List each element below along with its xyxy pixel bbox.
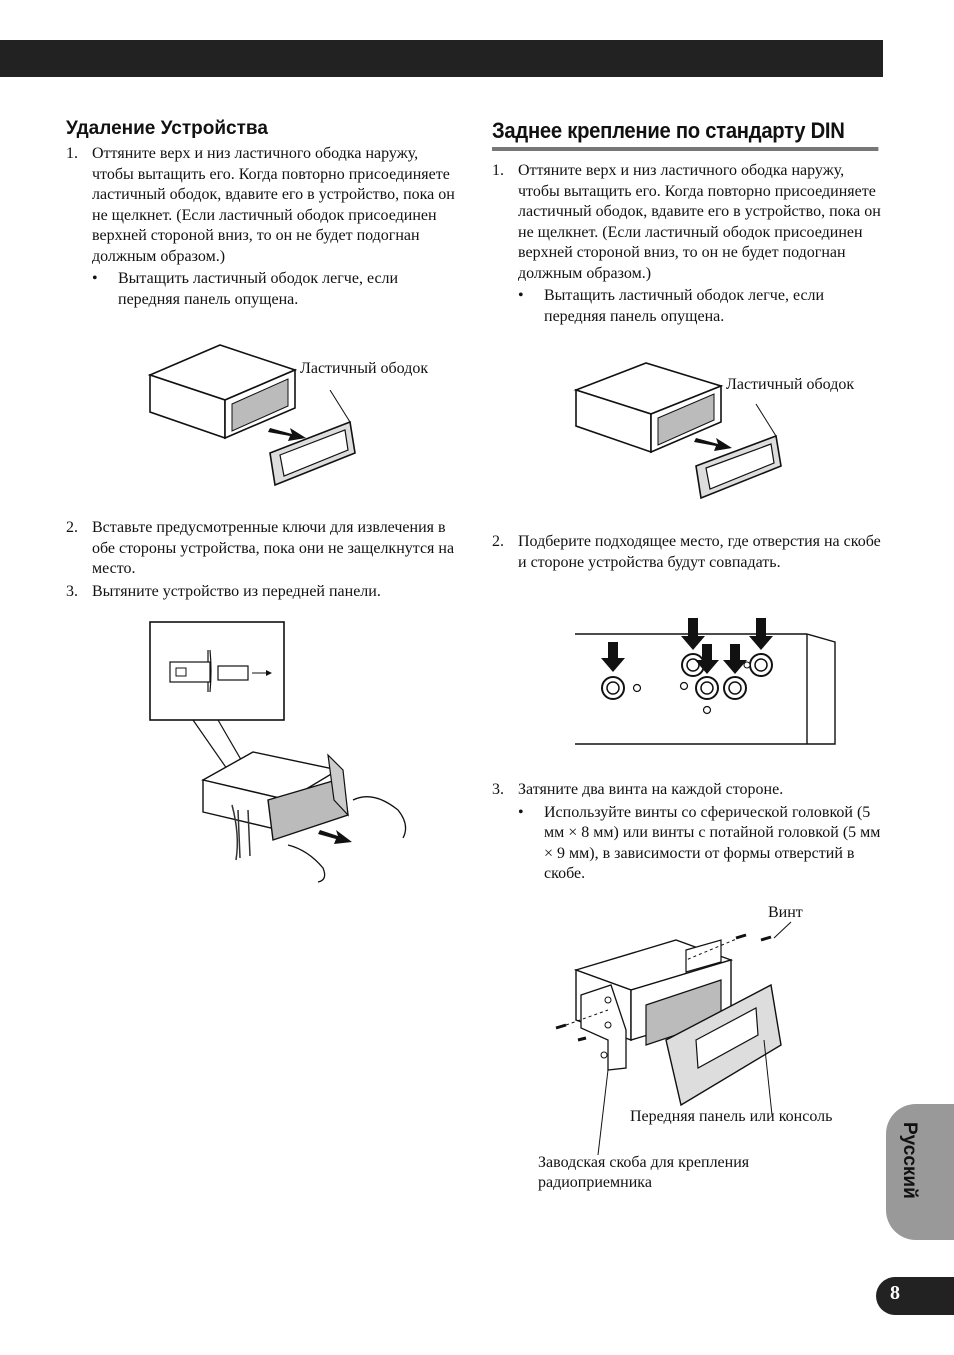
step-number: 2. [492,533,504,550]
step-number: 1. [492,162,504,179]
step-text: Подберите подходящее место, где отверстия на скобе и стороне устройства будут совпадать. [518,533,881,571]
step-text: Затяните два винта на каждой стороне. [518,781,784,798]
section-heading-removal: Удаление Устройства [66,118,268,139]
step-text: Оттяните верх и низ ластичного ободка наружу, чтобы вытащить его. Когда повторно присоединяете ластичный ободок, вдавите его в устройство, пока он не щелкнет. (Если ластичный ободок присоединен верхней стороной вниз, то он не будет подогнан должным образом.) [518,162,881,282]
bullet-dot: • [518,287,524,304]
bullet-dot: • [518,803,524,821]
step-number: 2. [66,519,78,536]
left-step-1 [66,144,456,267]
step-number: 3. [492,781,504,798]
left-column-lower [66,518,456,602]
hole-alignment-illustration [575,618,840,750]
right-bullet-1 [492,286,884,327]
bullet-text: Используйте винты со сферической головкой (5 мм × 8 мм) или винты с потайной головкой (5 мм × 9 мм), в зависимости от формы отверстий в скобе. [544,803,881,882]
step-number: 3. [66,582,78,600]
bullet-text: Вытащить ластичный ободок легче, если передняя панель опущена. [118,270,399,308]
trim-ring-label: Ластичный ободок [726,376,855,393]
left-bullet-1 [66,269,456,310]
left-step-3 [66,582,456,603]
figure-extraction-keys [148,620,418,885]
step-number: 1. [66,145,78,162]
right-step-2 [492,532,884,573]
header-bar [0,40,883,77]
figure-trim-ring-right [566,358,886,508]
language-label: Русский [899,1122,920,1199]
step-text: Оттяните верх и низ ластичного ободка наружу, чтобы вытащить его. Когда повторно присоединяете ластичный ободок, вдавите его в устройство, пока он не щелкнет. (Если ластичный ободок присоединен верхней стороной вниз, то он не будет подогнан должным образом.) [92,145,455,265]
step-text: Вытяните устройство из передней панели. [92,582,381,600]
right-step-3 [492,780,884,801]
screw-label: Винт [768,904,803,921]
figure-mounting-assembly [536,900,876,1200]
right-step-1 [492,161,884,284]
right-column-step3 [492,780,884,885]
bracket-label: Заводская скоба для крепления радиоприемника [538,1154,750,1191]
page-number: 8 [890,1282,900,1304]
section-heading-din-rear: Заднее крепление по стандарту DIN [492,118,878,151]
extraction-keys-illustration [148,620,418,885]
right-column-step2 [492,532,884,573]
step-text: Вставьте предусмотренные ключи для извлечения в обе стороны устройства, пока они не защелкнутся на место. [92,519,455,577]
front-panel-label: Передняя панель или консоль [630,1108,833,1125]
left-step-2 [66,518,456,580]
right-column [492,118,884,327]
left-column [66,118,456,310]
right-bullet-3 [492,803,884,885]
figure-trim-ring-left [140,340,460,500]
trim-ring-label: Ластичный ободок [300,360,429,377]
page-number-tab [876,1277,954,1315]
figure-hole-alignment [575,618,840,750]
language-tab [886,1104,954,1240]
bullet-dot: • [92,270,98,287]
bullet-text: Вытащить ластичный ободок легче, если передняя панель опущена. [544,287,825,325]
